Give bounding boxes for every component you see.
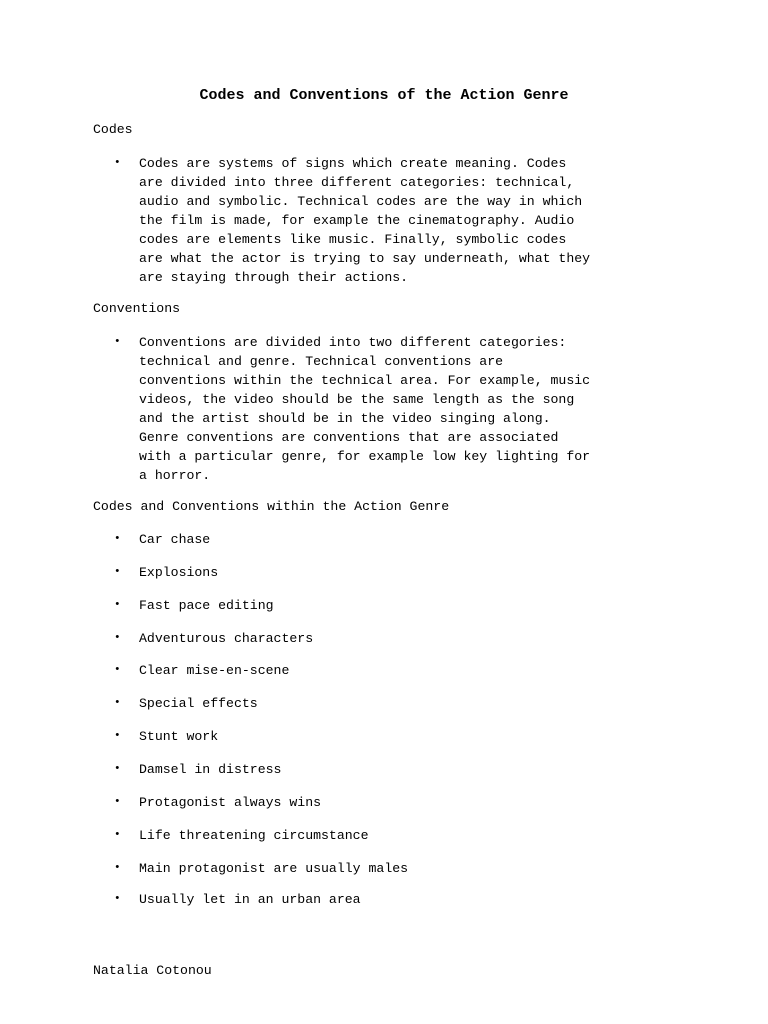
bullet-icon: • [114, 893, 121, 905]
list-item [93, 629, 693, 649]
list-item [93, 890, 693, 910]
list-item-label: Fast pace editing [139, 598, 274, 613]
bullet-icon: • [114, 566, 121, 578]
page-title: Codes and Conventions of the Action Genre [199, 87, 569, 104]
bullet-icon: • [114, 763, 121, 775]
bullet-icon: • [114, 664, 121, 676]
list-item-label: Main protagonist are usually males [139, 861, 409, 876]
bullet-icon: • [114, 862, 121, 874]
list-item-label: Stunt work [139, 729, 219, 744]
bullet-icon: • [114, 796, 121, 808]
list-item-label: Explosions [139, 565, 219, 580]
bullet-icon: • [114, 697, 121, 709]
list-item-label: Adventurous characters [139, 631, 314, 646]
list-item [93, 661, 693, 681]
list-item-label: Usually let in an urban area [139, 892, 361, 907]
bullet-icon: • [114, 336, 121, 348]
list-item [93, 826, 693, 846]
bullet-icon: • [114, 533, 121, 545]
list-item-label: Life threatening circumstance [139, 828, 369, 843]
section-heading-codes: Codes [93, 122, 133, 137]
list-item-label: Protagonist always wins [139, 795, 322, 810]
author-name: Natalia Cotonou [93, 963, 212, 978]
section-heading-action-genre: Codes and Conventions within the Action Genre [93, 499, 450, 514]
bullet-icon: • [114, 829, 121, 841]
list-item [93, 793, 693, 813]
list-item-label: Car chase [139, 532, 211, 547]
list-item [93, 563, 693, 583]
list-item-label: Special effects [139, 696, 258, 711]
list-item [93, 859, 693, 879]
bullet-icon: • [114, 599, 121, 611]
bullet-icon: • [114, 157, 121, 169]
bullet-icon: • [114, 632, 121, 644]
list-item-label: Clear mise-en-scene [139, 663, 290, 678]
list-item [93, 530, 693, 550]
list-item-label: Damsel in distress [139, 762, 282, 777]
bullet-icon: • [114, 730, 121, 742]
codes-paragraph: Codes are systems of signs which create meaning. Codes are divided into three different categories: technical, audio and symbolic. Technical codes are the way in which the film is made, for example the cinematography. Audio codes are elements like music. Finally, symbolic codes are what the actor is trying to say underneath, what they are staying through their actions. [139, 156, 591, 285]
list-item [93, 596, 693, 616]
conventions-paragraph: Conventions are divided into two different categories: technical and genre. Technical conventions are conventions within the technical area. For example, music videos, the video should be the same length as the song and the artist should be in the video singing along. Genre conventions are conventions that are associated with a particular genre, for example low key lighting for a horror. [139, 335, 591, 483]
list-item [93, 760, 693, 780]
list-item [93, 694, 693, 714]
list-item [93, 727, 693, 747]
section-heading-conventions: Conventions [93, 301, 181, 316]
